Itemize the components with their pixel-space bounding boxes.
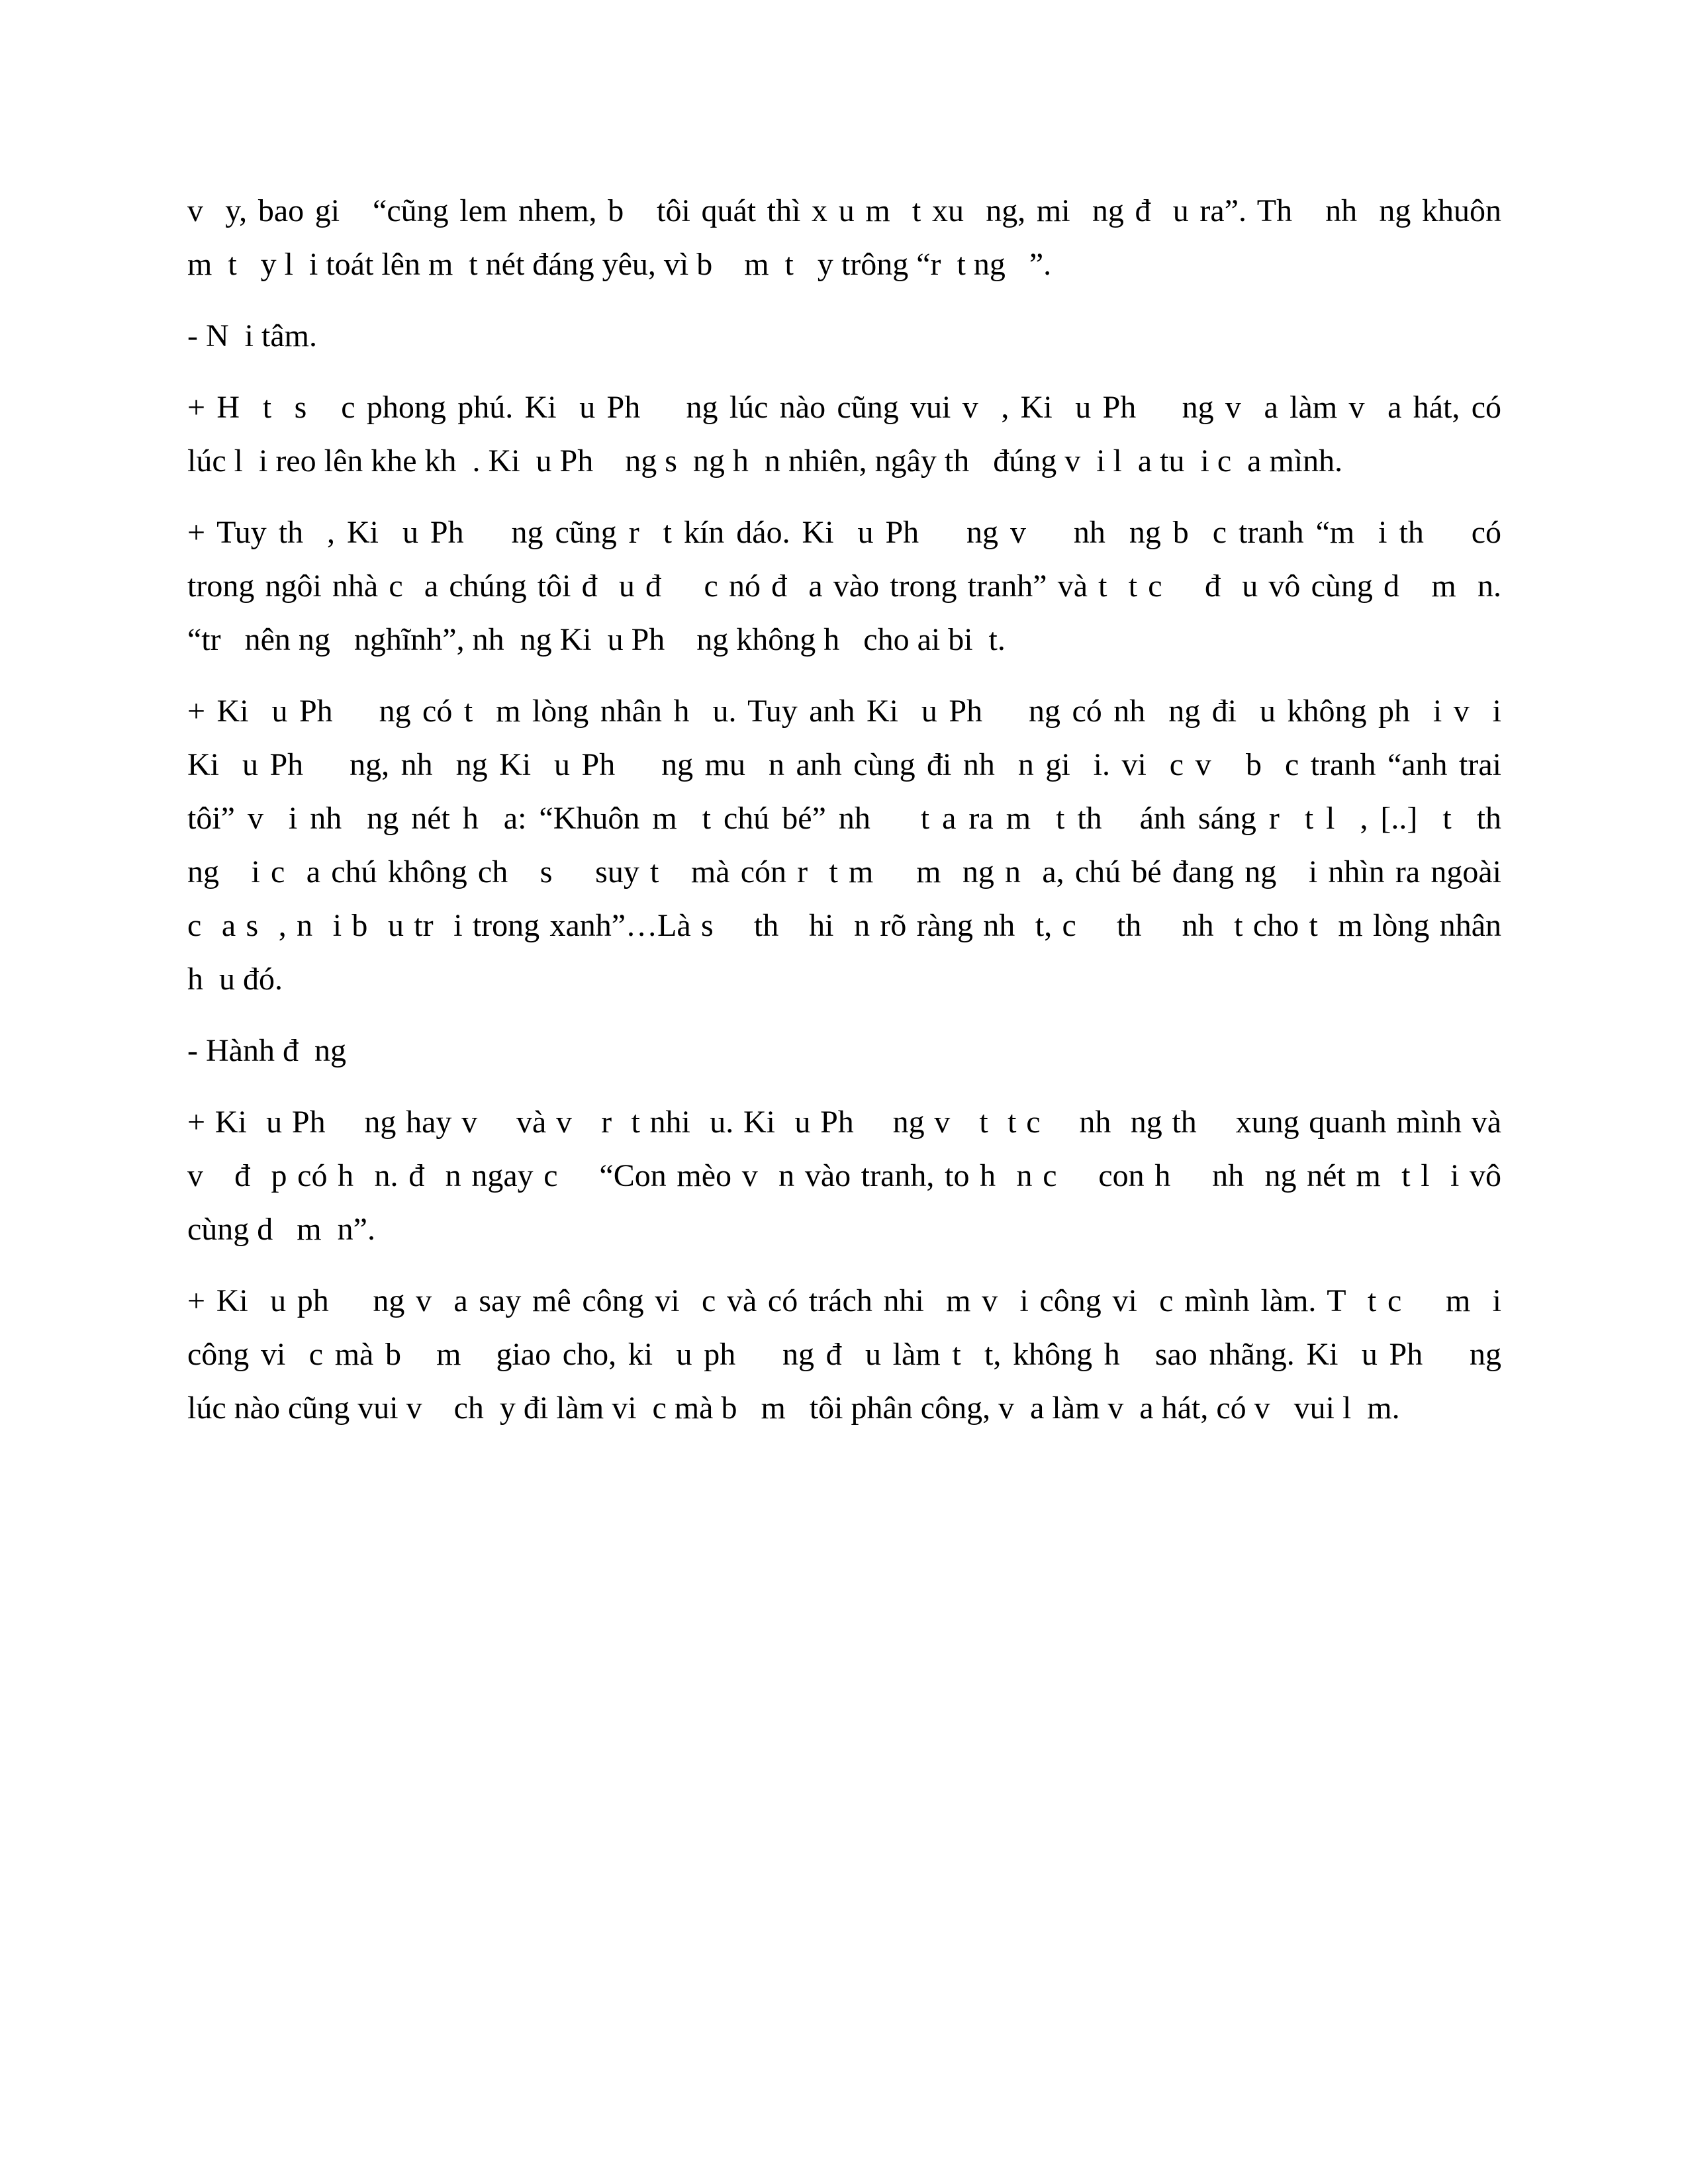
text-line: + Ki u ph ng v a say mê công vi c và có trách nhi m v i công vi c mình làm. T t c m i bbox=[187, 1283, 1501, 1318]
text-line: Ki u Ph ng, nh ng Ki u Ph ng mu n anh cùng đi nh n gi i. vi c v b c tranh “anh trai bbox=[187, 747, 1501, 782]
text-line: m t y l i toát lên m t nét đáng yêu, vì b m t y trông “r t ng ”. bbox=[187, 247, 1052, 282]
text-line: tôi” v i nh ng nét h a: “Khuôn m t chú bé” nh t a ra m t th ánh sáng r t l , [..] t th bbox=[187, 801, 1501, 836]
text-line: + Ki u Ph ng có t m lòng nhân h u. Tuy anh Ki u Ph ng có nh ng đi u không ph i v i bbox=[187, 694, 1501, 729]
text-line: ng i c a chú không ch s suy t mà cón r t m m ng n a, chú bé đang ng i nhìn ra ngoài bbox=[187, 854, 1501, 889]
heading-actions bbox=[187, 1024, 1501, 1077]
paragraph-kindness bbox=[187, 684, 1501, 1006]
paragraph-work-passion bbox=[187, 1274, 1501, 1435]
text-line: “tr nên ng nghĩnh”, nh ng Ki u Ph ng không h cho ai bi t. bbox=[187, 622, 1006, 657]
text-line: c a s , n i b u tr i trong xanh”…Là s th hi n rõ ràng nh t, c th nh t cho t m lòng nhân bbox=[187, 908, 1501, 943]
text-line: cùng d m n”. bbox=[187, 1212, 375, 1247]
text-line: trong ngôi nhà c a chúng tôi đ u đ c nó đ a vào trong tranh” và t t c đ u vô cùng d m n. bbox=[187, 569, 1501, 604]
text-line: + H t s c phong phú. Ki u Ph ng lúc nào cũng vui v , Ki u Ph ng v a làm v a hát, có bbox=[187, 390, 1501, 425]
text-line: + Tuy th , Ki u Ph ng cũng r t kín dáo. Ki u Ph ng v nh ng b c tranh “m i th có bbox=[187, 515, 1501, 550]
text-line: v y, bao gi “cũng lem nhem, b tôi quát thì x u m t xu ng, mi ng đ u ra”. Th nh ng khuôn bbox=[187, 193, 1501, 228]
paragraph-rich-emotions bbox=[187, 381, 1501, 488]
paragraph-drawing bbox=[187, 1095, 1501, 1256]
text-line: v đ p có h n. đ n ngay c “Con mèo v n vào tranh, to h n c con h nh ng nét m t l i vô bbox=[187, 1158, 1501, 1193]
text-line: + Ki u Ph ng hay v và v r t nhi u. Ki u Ph ng v t t c nh ng th xung quanh mình và bbox=[187, 1105, 1501, 1140]
document-page bbox=[187, 184, 1501, 1453]
paragraph-appearance-end bbox=[187, 184, 1501, 291]
text-line: lúc nào cũng vui v ch y đi làm vi c mà b m tôi phân công, v a làm v a hát, có v vui l m. bbox=[187, 1390, 1400, 1426]
text-line: h u đó. bbox=[187, 962, 283, 997]
paragraph-discreet bbox=[187, 506, 1501, 666]
heading-inner-character bbox=[187, 309, 1501, 363]
text-line: - N i tâm. bbox=[187, 318, 317, 353]
text-line: công vi c mà b m giao cho, ki u ph ng đ u làm t t, không h sao nhãng. Ki u Ph ng bbox=[187, 1337, 1501, 1372]
text-line: lúc l i reo lên khe kh . Ki u Ph ng s ng h n nhiên, ngây th đúng v i l a tu i c a mình. bbox=[187, 443, 1343, 478]
text-line: - Hành đ ng bbox=[187, 1033, 346, 1068]
